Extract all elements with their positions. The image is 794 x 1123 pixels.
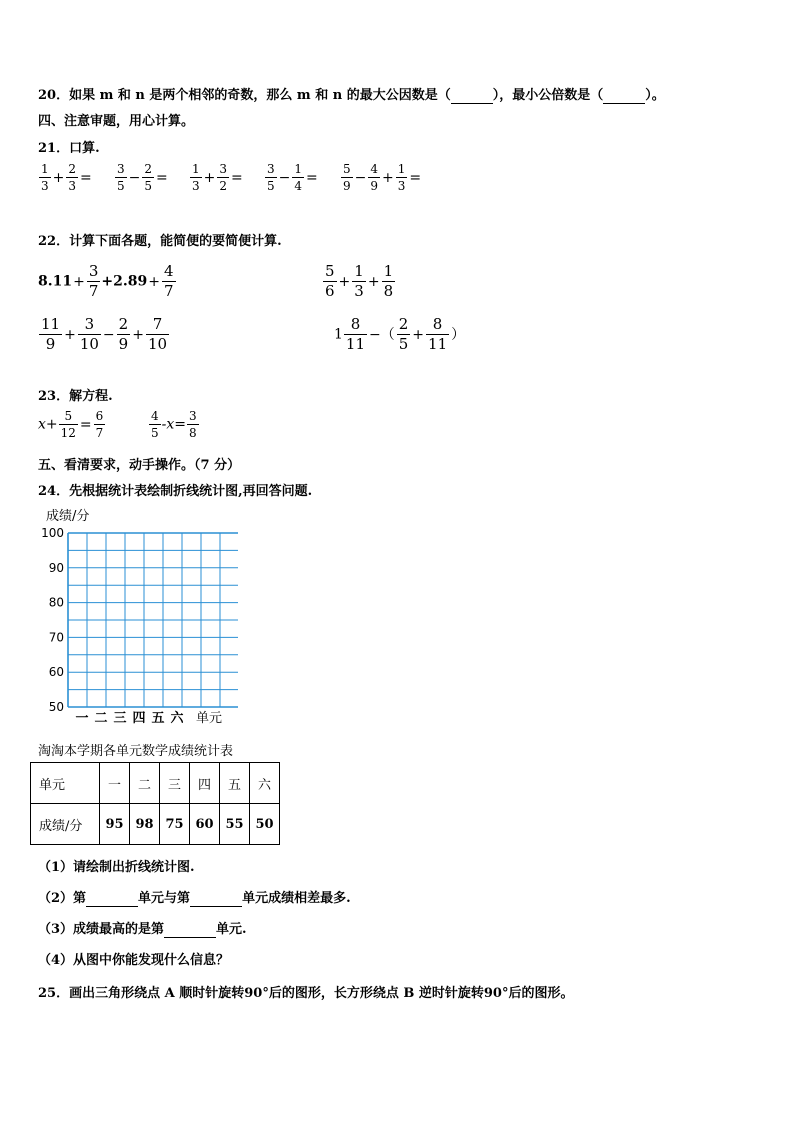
equation-1: x+ $\frac{5}{12}$ = $\frac{6}{7}$ [38,409,104,440]
table-cell: 二 [130,763,160,804]
table-row [31,804,280,845]
table-cell: 60 [190,804,220,845]
fraction: $\frac{3}{5}$ [267,162,275,193]
grid-lines [68,533,238,707]
y-tick-labels [41,526,64,714]
answer-blank-highest-unit[interactable] [164,922,216,938]
x-tick-label: 五 [151,711,165,726]
fraction: $\frac{11}{9}$ [41,315,61,353]
fraction: $\frac{2}{5}$ [398,315,409,353]
fraction: $\frac{5}{9}$ [343,162,351,193]
question-21-title: 21．口算. [38,141,100,156]
stats-table [30,762,280,845]
sub-question-3: （3）成绩最高的是第 单元. [38,922,247,937]
sub-question-4: （4）从图中你能发现什么信息？ [38,953,230,968]
x-axis-label: 单元 [196,711,223,726]
y-axis-label: 成绩/分 [46,509,90,524]
question-22-title: 22．计算下面各题，能简便的要简便计算. [38,234,282,249]
line-chart-grid[interactable] [38,508,238,728]
oral-item-2: $\frac{3}{5}$ − $\frac{2}{5}$ = [117,162,168,193]
y-tick-label: 70 [48,630,64,645]
calc-expression-1: 8.11+ $\frac{3}{7}$ +2.89+ $\frac{4}{7}$ [38,262,174,300]
table-cell: 五 [220,763,250,804]
fraction: $\frac{1}{3}$ [192,162,200,193]
sub-question-1: （1）请绘制出折线统计图. [38,860,195,875]
y-tick-label: 80 [48,595,64,610]
oral-item-1: $\frac{1}{3}$ + $\frac{2}{3}$ = [41,162,92,193]
answer-blank-lcm[interactable] [603,88,645,104]
fraction: $\frac{3}{7}$ [88,262,99,300]
fraction: $\frac{1}{8}$ [383,262,394,300]
section-4-heading: 四、注意审题，用心计算。 [38,114,195,129]
fraction: $\frac{3}{8}$ [189,409,197,440]
table-cell: 一 [100,763,130,804]
table-cell: 95 [100,804,130,845]
fraction: $\frac{7}{10}$ [147,315,168,353]
table-header-score: 成绩/分 [31,804,100,845]
x-tick-label: 六 [170,711,184,726]
table-cell: 98 [130,804,160,845]
question-23-title: 23．解方程. [38,389,113,404]
calc-expression-3: $\frac{11}{9}$ + $\frac{3}{10}$ − $\frac{2}{9}$ + $\frac{7}{10}$ [41,315,168,353]
answer-blank-unit-b[interactable] [190,891,242,907]
table-cell: 三 [160,763,190,804]
fraction: $\frac{5}{12}$ [60,409,76,440]
fraction: $\frac{2}{9}$ [118,315,129,353]
fraction: $\frac{4}{9}$ [370,162,379,193]
y-tick-label: 100 [41,526,64,540]
oral-item-5: $\frac{5}{9}$ − $\frac{4}{9}$ + $\frac{1}{3}$ = [343,162,422,193]
fraction: $\frac{4}{7}$ [163,262,174,300]
fraction: $\frac{2}{5}$ [144,162,153,193]
calc-expression-2: $\frac{5}{6}$ + $\frac{1}{3}$ + $\frac{1}{8}$ [325,262,394,300]
fraction: $\frac{1}{3}$ [397,162,406,193]
y-tick-label: 60 [48,665,64,680]
fraction: $\frac{1}{3}$ [41,162,49,193]
answer-blank-gcd[interactable] [451,88,493,104]
question-25: 25．画出三角形绕点 A 顺时针旋转90°后的图形，长方形绕点 B 逆时针旋转90°后的图形。 [38,986,574,1001]
x-tick-label: 一 [75,711,89,726]
question-24-title: 24．先根据统计表绘制折线统计图,再回答问题. [38,484,313,499]
fraction: $\frac{2}{3}$ [68,162,77,193]
oral-item-3: $\frac{1}{3}$ + $\frac{3}{2}$ = [192,162,243,193]
table-cell: 55 [220,804,250,845]
table-cell: 75 [160,804,190,845]
sub-question-2: （2）第 单元与第 单元成绩相差最多. [38,891,351,906]
x-tick-label: 三 [113,711,127,726]
fraction: $\frac{5}{6}$ [325,262,335,300]
section-5-heading: 五、看清要求，动手操作。（7 分） [38,458,241,473]
table-cell: 六 [250,763,280,804]
fraction: $\frac{3}{2}$ [219,162,228,193]
fraction: $\frac{1}{3}$ [354,262,364,300]
fraction: $\frac{8}{11}$ [345,315,366,353]
y-tick-label: 50 [48,700,64,714]
fraction: $\frac{3}{5}$ [117,162,125,193]
table-header-unit: 单元 [31,763,100,804]
fraction: $\frac{1}{4}$ [294,162,303,193]
x-tick-label: 四 [132,711,146,726]
question-20: 20．如果 m 和 n 是两个相邻的奇数，那么 m 和 n 的最大公因数是（ ），最小公倍数是（ ）。 [38,88,665,103]
equation-2: $\frac{4}{5}$ -x= $\frac{3}{8}$ [151,409,197,440]
fraction: $\frac{6}{7}$ [95,409,104,440]
calc-expression-4: 1 $\frac{8}{11}$ −（ $\frac{2}{5}$ + $\frac{8}{11}$ ） [334,315,466,353]
table-cell: 50 [250,804,280,845]
x-tick-label: 二 [94,711,108,726]
table-row [31,763,280,804]
answer-blank-unit-a[interactable] [86,891,138,907]
fraction: $\frac{3}{10}$ [79,315,99,353]
x-tick-labels [75,710,184,726]
stats-table-title: 淘淘本学期各单元数学成绩统计表 [38,744,234,759]
oral-item-4: $\frac{3}{5}$ − $\frac{1}{4}$ = [267,162,318,193]
table-cell: 四 [190,763,220,804]
fraction: $\frac{4}{5}$ [151,409,159,440]
y-tick-label: 90 [48,560,64,575]
fraction: $\frac{8}{11}$ [428,315,448,353]
